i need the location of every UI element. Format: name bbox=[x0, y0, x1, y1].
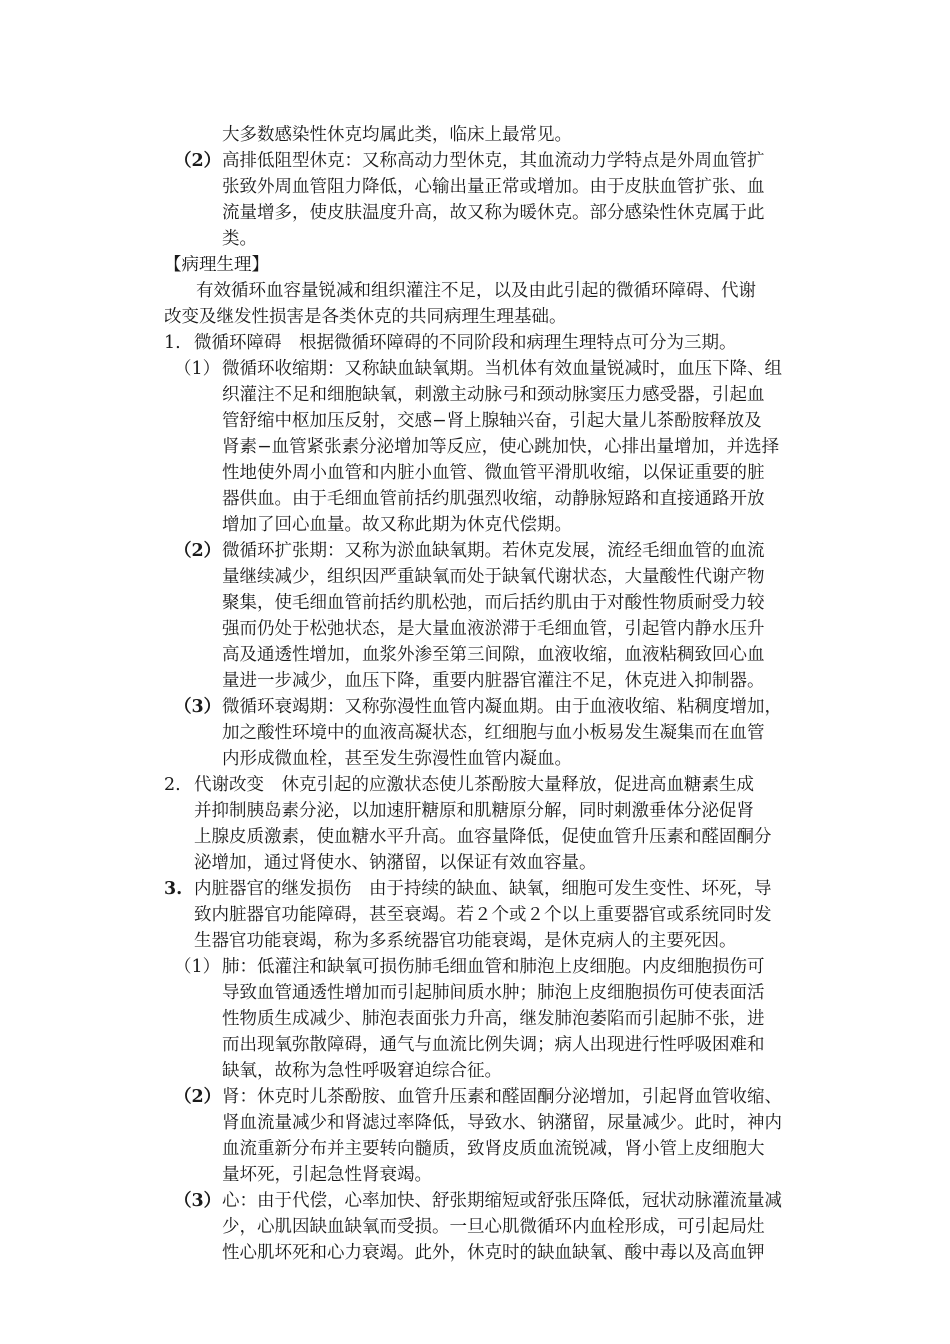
text-line: 器供血。由于毛细血管前括约肌强烈收缩，动静脉短路和直接通路开放 bbox=[222, 489, 765, 509]
text-line: 肾血流量减少和肾滤过率降低，导致水、钠潴留，尿量减少。此时，神内 bbox=[222, 1113, 782, 1133]
text-line: 量继续减少，组织因严重缺氧而处于缺氧代谢状态，大量酸性代谢产物 bbox=[222, 567, 765, 587]
text-line: 聚集，使毛细血管前括约肌松弛，而后括约肌由于对酸性物质耐受力较 bbox=[222, 593, 765, 613]
text-line: 高及通透性增加，血浆外渗至第三间隙，血液收缩，血液粘稠致回心血 bbox=[222, 645, 765, 665]
text-line: 缺氧，故称为急性呼吸窘迫综合征。 bbox=[222, 1061, 502, 1081]
text-line: 肺：低灌注和缺氧可损伤肺毛细血管和肺泡上皮细胞。内皮细胞损伤可 bbox=[222, 957, 765, 977]
list-marker: （2） bbox=[174, 541, 222, 561]
text-line: 张致外周血管阻力降低，心输出量正常或增加。由于皮肤血管扩张、血 bbox=[222, 177, 765, 197]
text-line: 血流重新分布并主要转向髓质，致肾皮质血流锐减，肾小管上皮细胞大 bbox=[222, 1139, 765, 1159]
text-line: 内形成微血栓，甚至发生弥漫性血管内凝血。 bbox=[222, 749, 572, 769]
text-line: 大多数感染性休克均属此类，临床上最常见。 bbox=[222, 125, 572, 145]
text-line: 生器官功能衰竭，称为多系统器官功能衰竭，是休克病人的主要死因。 bbox=[194, 931, 737, 951]
list-marker: 2. bbox=[164, 775, 181, 795]
list-marker: 1. bbox=[164, 333, 181, 353]
list-marker: （1） bbox=[174, 359, 221, 379]
text-line: 管舒缩中枢加压反射，交感−肾上腺轴兴奋，引起大量儿茶酚胺释放及 bbox=[222, 411, 762, 431]
text-line: 肾素−血管紧张素分泌增加等反应，使心跳加快，心排出量增加，并选择 bbox=[222, 437, 780, 457]
text-line: 导致血管通透性增加而引起肺间质水肿；肺泡上皮细胞损伤可使表面活 bbox=[222, 983, 765, 1003]
text-line: 上腺皮质激素，使血糖水平升高。血容量降低，促使血管升压素和醛固酮分 bbox=[194, 827, 772, 847]
text-line: 微循环衰竭期：又称弥漫性血管内凝血期。由于血液收缩、粘稠度增加， bbox=[222, 697, 782, 717]
list-marker: 3. bbox=[164, 879, 183, 899]
text-line: 代谢改变 休克引起的应激状态使儿茶酚胺大量释放，促进高血糖素生成 bbox=[194, 775, 754, 795]
text-line: 有效循环血容量锐减和组织灌注不足，以及由此引起的微循环障碍、代谢 bbox=[196, 281, 756, 301]
text-line: 高排低阻型休克：又称高动力型休克，其血流动力学特点是外周血管扩 bbox=[222, 151, 765, 171]
text-line: 改变及继发性损害是各类休克的共同病理生理基础。 bbox=[164, 307, 567, 327]
text-line: 泌增加，通过肾使水、钠潴留，以保证有效血容量。 bbox=[194, 853, 597, 873]
text-line: 量进一步减少，血压下降，重要内脏器官灌注不足，休克进入抑制器。 bbox=[222, 671, 765, 691]
text-line: 心：由于代偿，心率加快、舒张期缩短或舒张压降低，冠状动脉灌流量减 bbox=[222, 1191, 782, 1211]
list-marker: （3） bbox=[174, 1191, 222, 1211]
list-marker: （2） bbox=[174, 151, 222, 171]
text-line: 内脏器官的继发损伤 由于持续的缺血、缺氧，细胞可发生变性、坏死，导 bbox=[194, 879, 772, 899]
text-line: 增加了回心血量。故又称此期为休克代偿期。 bbox=[222, 515, 572, 535]
text-line: 少，心肌因缺血缺氧而受损。一旦心肌微循环内血栓形成，可引起局灶 bbox=[222, 1217, 765, 1237]
text-line: 强而仍处于松弛状态，是大量血液淤滞于毛细血管，引起管内静水压升 bbox=[222, 619, 765, 639]
list-marker: （2） bbox=[174, 1087, 222, 1107]
list-marker: （1） bbox=[174, 957, 221, 977]
text-line: 类。 bbox=[222, 229, 257, 249]
text-line: 量坏死，引起急性肾衰竭。 bbox=[222, 1165, 432, 1185]
text-line: 性心肌坏死和心力衰竭。此外，休克时的缺血缺氧、酸中毒以及高血钾 bbox=[222, 1243, 765, 1263]
text-line: 微循环障碍 根据微循环障碍的不同阶段和病理生理特点可分为三期。 bbox=[194, 333, 737, 353]
text-line: 而出现氧弥散障碍，通气与血流比例失调；病人出现进行性呼吸困难和 bbox=[222, 1035, 765, 1055]
list-marker: （3） bbox=[174, 697, 222, 717]
text-line: 加之酸性环境中的血液高凝状态，红细胞与血小板易发生凝集而在血管 bbox=[222, 723, 765, 743]
text-line: 肾：休克时儿茶酚胺、血管升压素和醛固酮分泌增加，引起肾血管收缩、 bbox=[222, 1087, 782, 1107]
text-line: 微循环扩张期：又称为淤血缺氧期。若休克发展，流经毛细血管的血流 bbox=[222, 541, 765, 561]
text-line: 微循环收缩期：又称缺血缺氧期。当机体有效血量锐减时，血压下降、组 bbox=[222, 359, 782, 379]
text-line: 织灌注不足和细胞缺氧，刺激主动脉弓和颈动脉窦压力感受器，引起血 bbox=[222, 385, 765, 405]
text-line: 致内脏器官功能障碍，甚至衰竭。若２个或２个以上重要器官或系统同时发 bbox=[194, 905, 772, 925]
text-line: 并抑制胰岛素分泌，以加速肝糖原和肌糖原分解，同时刺激垂体分泌促肾 bbox=[194, 801, 754, 821]
section-heading: 【病理生理】 bbox=[164, 255, 269, 275]
text-line: 流量增多，使皮肤温度升高，故又称为暖休克。部分感染性休克属于此 bbox=[222, 203, 765, 223]
text-line: 性物质生成减少、肺泡表面张力升高，继发肺泡萎陷而引起肺不张，进 bbox=[222, 1009, 765, 1029]
text-line: 性地使外周小血管和内脏小血管、微血管平滑肌收缩，以保证重要的脏 bbox=[222, 463, 765, 483]
